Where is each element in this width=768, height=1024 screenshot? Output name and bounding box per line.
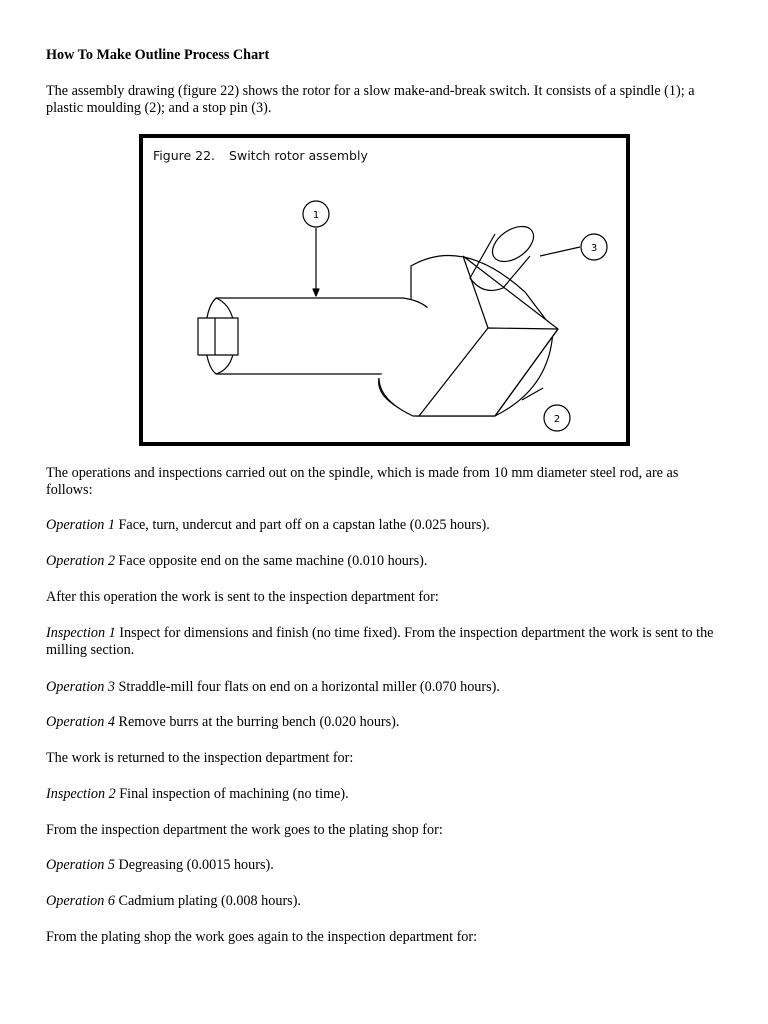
operations-intro: The operations and inspections carried out on the spindle, which is made from 10 mm diameter steel rod, are as follows: (46, 465, 679, 498)
figure-caption (153, 147, 368, 164)
step-lead: Operation 3 (46, 679, 115, 695)
step-text: From the plating shop the work goes again to the inspection department for: (46, 929, 478, 945)
step-item (46, 714, 726, 731)
intro-paragraph: The assembly drawing (figure 22) shows the rotor for a slow make-and-break switch. It consists of a spindle (1); a plastic moulding (2); and a stop pin (3). (46, 83, 695, 116)
step-text: After this operation the work is sent to the inspection department for: (46, 589, 439, 605)
step-text: Straddle-mill four flats on end on a horizontal miller (0.070 hours). (114, 679, 500, 695)
figure-label: Figure 22. (153, 148, 216, 163)
step-item (46, 786, 726, 803)
step-item (46, 893, 726, 910)
step-text: Inspect for dimensions and finish (no time fixed). From the inspection department the work is sent to the milling section. (46, 625, 714, 658)
step-text: Face opposite end on the same machine (0.010 hours). (114, 553, 428, 569)
figure-22 (139, 134, 630, 446)
figure-caption-text: Switch rotor assembly (229, 148, 368, 163)
step-item (46, 929, 726, 946)
step-text: Remove burrs at the burring bench (0.020 hours). (114, 714, 400, 730)
step-item (46, 553, 726, 570)
step-item (46, 589, 726, 606)
callout-2-label: 2 (553, 414, 561, 425)
step-item (46, 517, 726, 534)
callout-1-label: 1 (312, 210, 320, 221)
switch-rotor-drawing (143, 138, 626, 442)
step-text: Final inspection of machining (no time). (115, 786, 349, 802)
step-lead: Operation 5 (46, 857, 115, 873)
step-item (46, 750, 726, 767)
step-text: Face, turn, undercut and part off on a capstan lathe (0.025 hours). (114, 517, 490, 533)
step-lead: Operation 1 (46, 517, 115, 533)
step-text: The work is returned to the inspection department for: (46, 750, 354, 766)
step-text: Degreasing (0.0015 hours). (114, 857, 274, 873)
stop-pin-top (486, 219, 540, 268)
document-title: How To Make Outline Process Chart (46, 47, 270, 63)
step-lead: Operation 2 (46, 553, 115, 569)
step-lead: Operation 4 (46, 714, 115, 730)
step-lead: Inspection 2 (46, 786, 116, 802)
spindle-flats (198, 318, 238, 355)
step-text: From the inspection department the work goes to the plating shop for: (46, 822, 443, 838)
step-item (46, 857, 726, 874)
step-item (46, 679, 726, 696)
step-item (46, 625, 726, 659)
step-lead: Inspection 1 (46, 625, 116, 641)
callout-3-label: 3 (590, 243, 598, 254)
step-text: Cadmium plating (0.008 hours). (114, 893, 301, 909)
step-item (46, 822, 726, 839)
step-lead: Operation 6 (46, 893, 115, 909)
